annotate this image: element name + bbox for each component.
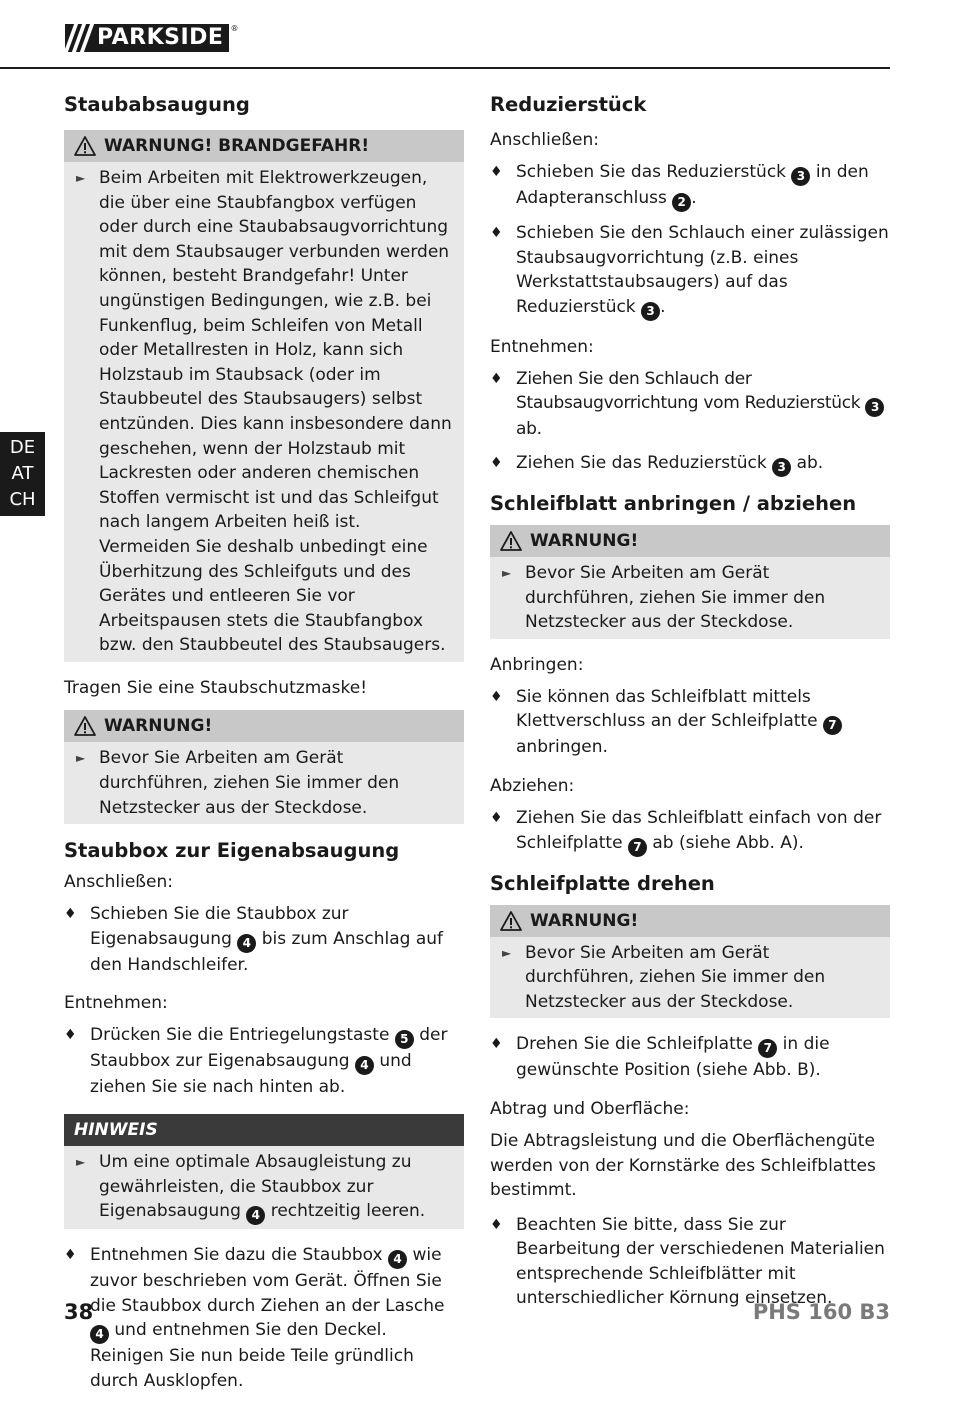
logo-stripes-icon [65, 24, 95, 52]
diamond-bullet-icon: ♦ [64, 906, 77, 923]
list-text: . [691, 188, 697, 208]
reducer-connect-list [490, 160, 890, 321]
subheading-connect: Anschließen: [490, 130, 599, 150]
list-text: und entnehmen Sie den Deckel. Reinigen Sie nun beide Teile gründlich durch Ausklopfen. [90, 1320, 414, 1391]
list-text: Schieben Sie die Staubbox zur Eigenabsaugung [90, 904, 349, 949]
list-text: ab. [516, 419, 542, 440]
warning-title: WARNUNG! [530, 910, 639, 931]
list-text: in den Adapteranschluss [516, 162, 869, 208]
part-number-badge: 3 [865, 398, 884, 417]
warning-box-fire [64, 130, 464, 662]
list-text: Schieben Sie den Schlauch einer zulässigen Staubsaugvorrichtung (z.B. eines Werkstattstaubsaugers) auf das Reduzierstück [516, 223, 889, 317]
part-number-badge: 4 [355, 1056, 374, 1075]
warning-item [502, 941, 878, 1015]
list-text: Schieben Sie das Reduzierstück [516, 162, 787, 182]
logo-registered: ® [230, 24, 239, 33]
rotate-list [490, 1032, 890, 1083]
list-item [490, 451, 890, 477]
warning-triangle-icon [500, 911, 522, 931]
model-number: PHS 160 B3 [752, 1300, 890, 1324]
warning-header [64, 130, 464, 162]
warning-title: WARNUNG! [104, 716, 213, 737]
remove-list [64, 1023, 464, 1100]
hint-text: rechtzeitig leeren. [270, 1201, 426, 1222]
section-title-staubabsaugung: Staubabsaugung [64, 93, 250, 116]
part-number-badge: 7 [823, 716, 842, 735]
list-text: Ziehen Sie das Schleifblatt einfach von der Schleifplatte [516, 807, 882, 853]
warning-item [502, 561, 878, 635]
warning-box-plug [64, 710, 464, 824]
warning-header [490, 525, 890, 557]
warning-header [490, 905, 890, 937]
list-item [490, 1032, 890, 1083]
list-text: Ziehen Sie das Reduzierstück [516, 452, 767, 473]
lang-de: DE [9, 437, 36, 458]
list-item [64, 1023, 464, 1100]
diamond-bullet-icon: ♦ [490, 688, 503, 705]
section-title-reduzierstueck: Reduzierstück [490, 93, 647, 116]
part-number-badge: 4 [388, 1250, 407, 1269]
list-item [490, 806, 890, 857]
warning-box-plug [490, 905, 890, 1019]
subheading-connect: Anschließen: [64, 872, 173, 893]
abtrag-text: Die Abtragsleistung und die Oberflächengüte werden von der Kornstärke des Schleifblattes bestimmt. [490, 1130, 876, 1201]
list-item [490, 1213, 890, 1311]
list-item [490, 685, 890, 760]
hint-box [64, 1114, 464, 1229]
diamond-bullet-icon: ♦ [64, 1027, 77, 1044]
triangle-bullet-icon: ► [76, 171, 86, 185]
diamond-bullet-icon: ♦ [490, 809, 503, 826]
part-number-badge: 5 [395, 1030, 414, 1049]
diamond-bullet-icon: ♦ [490, 454, 503, 471]
list-text: Entnehmen Sie dazu die Staubbox [90, 1245, 383, 1266]
part-number-badge: 7 [628, 838, 647, 857]
part-number-badge: 4 [246, 1206, 265, 1225]
triangle-bullet-icon: ► [76, 751, 86, 766]
subheading-remove: Entnehmen: [490, 336, 594, 357]
warning-box-plug [490, 525, 890, 639]
list-item [490, 367, 890, 442]
list-text: Drehen Sie die Schleifplatte [516, 1034, 753, 1055]
hint-title: HINWEIS [74, 1120, 158, 1141]
warning-triangle-icon [500, 531, 522, 551]
logo-text: PARKSIDE [95, 24, 229, 52]
hint-text: Um eine optimale Absaugleistung zu gewährleisten, die Staubbox zur Eigenabsaugung [99, 1152, 412, 1222]
diamond-bullet-icon: ♦ [490, 164, 503, 180]
warning-triangle-icon [74, 716, 96, 736]
list-item [64, 1243, 464, 1393]
triangle-bullet-icon: ► [502, 945, 512, 960]
warning-item [76, 746, 452, 820]
subheading-attach: Anbringen: [490, 654, 584, 675]
part-number-badge: 3 [791, 167, 810, 186]
empty-list [64, 1243, 464, 1393]
list-item [490, 160, 890, 212]
warning-title: WARNUNG! BRANDGEFAHR! [104, 136, 370, 156]
subheading-detach: Abziehen: [490, 775, 575, 796]
part-number-badge: 3 [772, 458, 791, 477]
triangle-bullet-icon: ► [76, 1155, 86, 1170]
attach-list [490, 685, 890, 760]
diamond-bullet-icon: ♦ [490, 370, 503, 387]
page-number: 38 [64, 1300, 94, 1324]
list-text: Sie können das Schleifblatt mittels Klettverschluss an der Schleifplatte [516, 686, 818, 732]
diamond-bullet-icon: ♦ [490, 225, 503, 241]
section-title-schleifblatt: Schleifblatt anbringen / abziehen [490, 491, 857, 515]
parkside-logo [65, 24, 238, 52]
subheading-abtrag: Abtrag und Oberfläche: [490, 1098, 690, 1119]
list-text: Drücken Sie die Entriegelungstaste [90, 1025, 390, 1046]
section-title-staubbox: Staubbox zur Eigenabsaugung [64, 839, 400, 863]
language-tab [0, 432, 45, 516]
connect-list [64, 902, 464, 977]
lang-at: AT [11, 463, 34, 484]
warning-text: Bevor Sie Arbeiten am Gerät durchführen, ziehen Sie immer den Netzstecker aus der Steckdose. [99, 748, 400, 818]
hint-item [76, 1150, 452, 1225]
list-text: Ziehen Sie den Schlauch der Staubsaugvorrichtung vom Reduzierstück [516, 368, 861, 414]
triangle-bullet-icon: ► [502, 565, 512, 580]
part-number-badge: 3 [641, 302, 660, 321]
list-text: wie zuvor beschrieben vom Gerät. Öffnen Sie die Staubbox durch Ziehen an der Lasche [90, 1245, 445, 1316]
warning-item [76, 166, 452, 658]
warning-text: Beim Arbeiten mit Elektrowerkzeugen, die über eine Staubfangbox verfügen oder durch eine Staubabsaugvorrichtung mit dem Staubsauger verbunden werden können, besteht Brandgefahr! Unter ungünstigen Bedingungen, wie z.B. bei Funkenflug, beim Schleifen von Metall oder Metallresten in Holz, kann sich Holzstaub im Staubsack (oder im Staubbeutel des Staubsaugers) selbst entzünden. Dies kann insbesondere dann geschehen, wenn der Holzstaub mit Lackresten oder anderen chemischen Stoffen vermischt ist und das Schleifgut nach langem Arbeiten heiß ist. Vermeiden Sie deshalb unbedingt eine Überhitzung des Schleifguts und des Gerätes und entleeren Sie vor Arbeitspausen stets die Staubfangbox bzw. den Staubbeutel des Staubsaugers. [99, 168, 452, 656]
list-text: anbringen. [516, 737, 608, 758]
list-text: in die gewünschte Position (siehe Abb. B). [516, 1034, 830, 1081]
list-item [490, 221, 890, 321]
warning-header [64, 710, 464, 742]
warning-title: WARNUNG! [530, 530, 639, 551]
list-text: der Staubbox zur Eigenabsaugung [90, 1025, 448, 1072]
list-text: bis zum Anschlag auf den Handschleifer. [90, 928, 444, 975]
abtrag-list [490, 1213, 890, 1311]
list-text: ab. [796, 452, 824, 473]
lang-ch: CH [9, 489, 36, 510]
warning-text: Bevor Sie Arbeiten am Gerät durchführen, ziehen Sie immer den Netzstecker aus der Steckdose. [525, 942, 826, 1012]
header-rule [0, 67, 890, 69]
list-text: und ziehen Sie sie nach hinten ab. [90, 1051, 412, 1098]
diamond-bullet-icon: ♦ [490, 1036, 503, 1053]
list-item [64, 902, 464, 977]
right-column [490, 92, 890, 1325]
list-text: . [660, 296, 666, 317]
diamond-bullet-icon: ♦ [64, 1247, 77, 1264]
dust-mask-note: Tragen Sie eine Staubschutzmaske! [64, 677, 368, 698]
warning-text: Bevor Sie Arbeiten am Gerät durchführen, ziehen Sie immer den Netzstecker aus der Steckdose. [525, 562, 826, 633]
detach-list [490, 806, 890, 857]
warning-triangle-icon [74, 136, 96, 156]
part-number-badge: 7 [758, 1039, 777, 1058]
list-text: ab (siehe Abb. A). [652, 832, 804, 853]
subheading-remove: Entnehmen: [64, 993, 168, 1014]
part-number-badge: 2 [672, 193, 691, 212]
part-number-badge: 4 [90, 1325, 109, 1344]
part-number-badge: 4 [237, 934, 256, 953]
list-text: Beachten Sie bitte, dass Sie zur Bearbeitung der verschiedenen Materialien entsprechende Schleifblätter mit unterschiedlicher Körnung einsetzen. [516, 1214, 885, 1309]
section-title-schleifplatte: Schleifplatte drehen [490, 871, 715, 895]
left-column [64, 92, 464, 1408]
reducer-remove-list [490, 367, 890, 477]
diamond-bullet-icon: ♦ [490, 1216, 503, 1233]
hint-header [64, 1114, 464, 1146]
